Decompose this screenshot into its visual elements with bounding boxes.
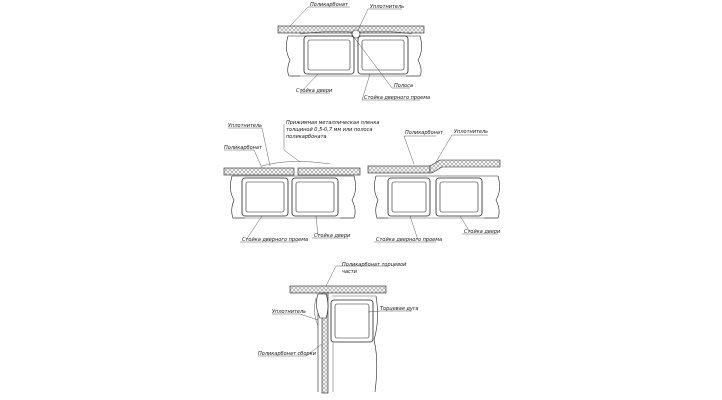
detail-bottom-end-joint [258,262,418,393]
label-plate-line1: Прижимная металлическая пленка [286,120,380,126]
seal [316,294,328,318]
label-opening-post: Стойка дверного проема [364,95,431,101]
end-polycarbonate-sheet [290,286,386,293]
pressure-plate [262,161,330,166]
detail-left-door-joint [224,120,379,243]
polycarbonate-sheet [368,166,430,173]
label-door-post: Стойка двери [464,229,501,235]
label-end-arc: Торцевая дуга [380,306,419,312]
label-poly-side: Поликарбонат сборки [258,351,316,357]
label-poly-end-line2: части [342,269,357,275]
detail-right-door-joint [368,129,501,243]
label-seal: Уплотнитель [370,4,405,10]
label-plate-line2: толщиной 0,5-0,7 мм или полоса [286,127,373,133]
label-opening-post: Стойка дверного проема [242,237,309,243]
label-polycarbonate: Поликарбонат [224,145,262,151]
label-seal: Уплотнитель [228,123,263,129]
detail-top-door-joint [278,2,430,101]
label-strip: Полоса [394,83,413,89]
polycarbonate-sheet [224,168,294,175]
label-polycarbonate: Поликарбонат [310,2,348,8]
label-plate-line3: поликарбоната [286,134,327,140]
label-polycarbonate: Поликарбонат [405,130,443,136]
label-opening-post: Стойка дверного проема [376,237,443,243]
post-wall-left [286,36,300,76]
label-door-post: Стойка двери [296,88,333,94]
label-seal: Уплотнитель [272,309,307,315]
label-door-post: Стойка двери [314,233,351,239]
label-seal: Уплотнитель [454,129,489,135]
label-poly-end-line1: Поликарбонат торцевой [342,262,407,268]
seal-round [352,30,360,38]
